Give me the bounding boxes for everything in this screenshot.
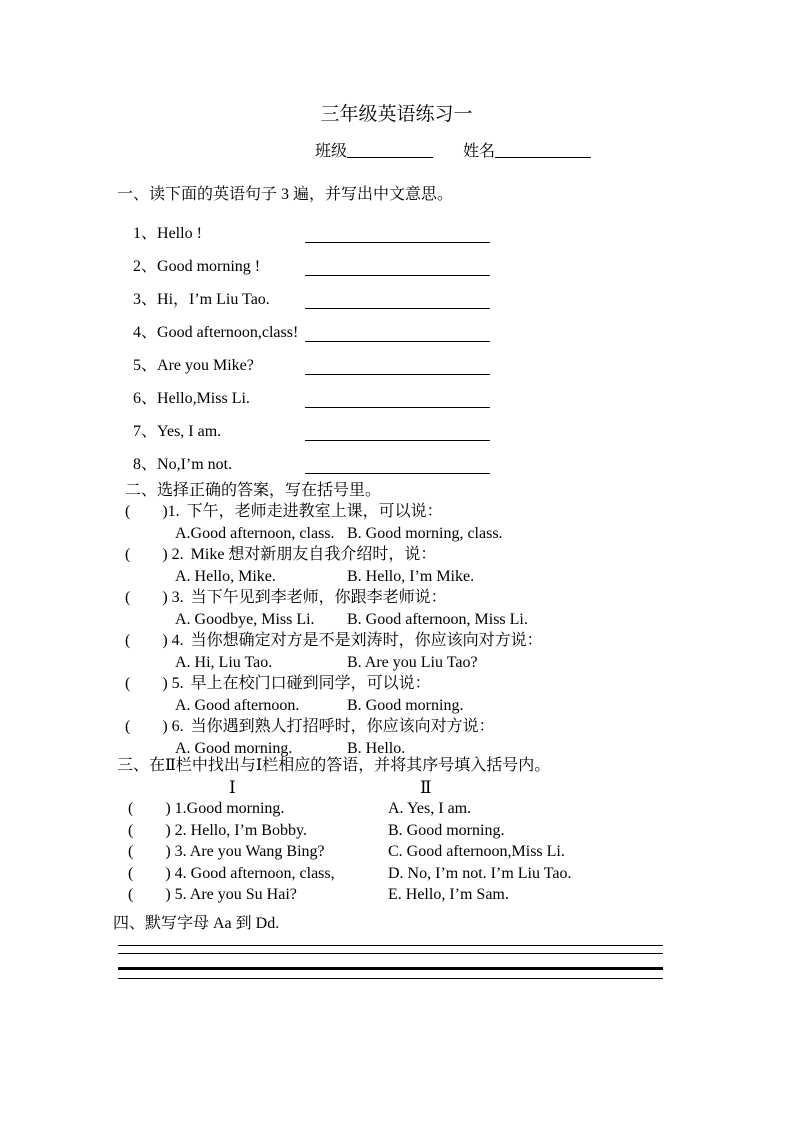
choice-question bbox=[0, 544, 793, 566]
item-text: Hi，I’m Liu Tao. bbox=[157, 290, 270, 308]
matching-right: D. No, I’m not. I’m Liu Tao. bbox=[388, 864, 572, 882]
question-stem: 早上在校门口碰到同学，可以说： bbox=[190, 675, 431, 692]
option-b: B. Good morning, class. bbox=[347, 524, 503, 542]
question-stem: Mike 想对新朋友自我介绍时，说： bbox=[190, 546, 437, 563]
sentence-item bbox=[0, 322, 793, 355]
staff-line bbox=[118, 945, 663, 946]
answer-blank-line bbox=[305, 341, 490, 342]
question-stem: 当你想确定对方是不是刘涛时，你应该向对方说： bbox=[190, 632, 543, 649]
section1-items bbox=[0, 223, 793, 487]
answer-blank-line bbox=[305, 242, 490, 243]
matching-right: B. Good morning. bbox=[388, 821, 505, 839]
class-blank bbox=[347, 142, 433, 158]
item-text: Hello,Miss Li. bbox=[157, 389, 250, 407]
option-b: B. Hello. bbox=[347, 739, 406, 757]
matching-row bbox=[0, 798, 793, 820]
sentence-item bbox=[0, 289, 793, 322]
matching-right: C. Good afternoon,Miss Li. bbox=[388, 843, 565, 860]
option-b: B. Good afternoon, Miss Li. bbox=[347, 610, 528, 628]
answer-bracket: ( ) 6. bbox=[125, 718, 184, 735]
matching-left: ( ) 2. Hello, I’m Bobby. bbox=[128, 821, 307, 839]
page-title: 三年级英语练习一 bbox=[320, 104, 473, 125]
name-label: 姓名 bbox=[463, 143, 496, 160]
answer-bracket: ( ) 4. bbox=[125, 632, 184, 649]
matching-row bbox=[0, 820, 793, 842]
matching-row bbox=[0, 841, 793, 863]
class-name-row bbox=[0, 141, 793, 163]
option-b: B. Are you Liu Tao? bbox=[347, 653, 478, 671]
option-a: A. Good morning. bbox=[175, 739, 293, 757]
choice-question bbox=[0, 587, 793, 609]
answer-blank-line bbox=[305, 374, 490, 375]
answer-blank-line bbox=[305, 275, 490, 276]
section2-heading: 二、选择正确的答案，写在括号里。 bbox=[125, 481, 382, 499]
item-text: Hello ! bbox=[157, 224, 202, 242]
matching-left: ( ) 3. Are you Wang Bing? bbox=[128, 843, 325, 860]
matching-right: E. Hello, I’m Sam. bbox=[388, 886, 509, 903]
item-number: 3、 bbox=[133, 290, 158, 308]
option-a: A.Good afternoon, class. bbox=[175, 524, 335, 542]
question-stem: 下午，老师走进教室上课，可以说： bbox=[186, 503, 443, 520]
name-blank bbox=[495, 142, 591, 158]
item-text: Good afternoon,class! bbox=[157, 323, 299, 341]
sentence-item bbox=[0, 421, 793, 454]
choice-options bbox=[0, 695, 793, 717]
section3-heading: 三、在Ⅱ栏中找出与Ⅰ栏相应的答语，并将其序号填入括号内。 bbox=[117, 757, 551, 774]
section3 bbox=[0, 755, 793, 906]
question-stem: 当你遇到熟人打招呼时，你应该向对方说： bbox=[190, 718, 495, 735]
answer-blank-line bbox=[305, 308, 490, 309]
sentence-item bbox=[0, 454, 793, 487]
item-text: Good morning ! bbox=[157, 257, 261, 275]
matching-left: ( ) 4. Good afternoon, class, bbox=[128, 864, 335, 882]
answer-blank-line bbox=[305, 473, 490, 474]
option-a: A. Goodbye, Miss Li. bbox=[175, 610, 315, 628]
item-number: 4、 bbox=[133, 323, 158, 341]
sentence-item bbox=[0, 223, 793, 256]
matching-column-headers bbox=[0, 777, 793, 799]
writing-staff bbox=[118, 945, 663, 981]
answer-bracket: ( ) 2. bbox=[125, 546, 184, 563]
choice-options bbox=[0, 566, 793, 588]
choice-question bbox=[0, 673, 793, 695]
answer-blank-line bbox=[305, 440, 490, 441]
option-a: A. Hi, Liu Tao. bbox=[175, 653, 273, 671]
choice-options bbox=[0, 652, 793, 674]
class-label: 班级 bbox=[315, 143, 348, 160]
section4-heading: 四、默写字母 Aa 到 Dd. bbox=[113, 914, 280, 932]
staff-line bbox=[118, 953, 663, 954]
choice-question bbox=[0, 716, 793, 738]
matching-left: ( ) 5. Are you Su Hai? bbox=[128, 886, 297, 903]
item-text: Are you Mike? bbox=[157, 356, 254, 374]
answer-bracket: ( ) 3. bbox=[125, 589, 184, 606]
sentence-item bbox=[0, 355, 793, 388]
column2-header: Ⅱ bbox=[420, 777, 432, 797]
option-b: B. Hello, I’m Mike. bbox=[347, 567, 475, 585]
staff-line-bold bbox=[118, 967, 663, 970]
item-number: 5、 bbox=[133, 356, 158, 374]
answer-bracket: ( ) 5. bbox=[125, 675, 184, 692]
staff-line bbox=[118, 978, 663, 979]
sentence-item bbox=[0, 388, 793, 421]
item-number: 8、 bbox=[133, 455, 158, 473]
section2 bbox=[0, 480, 793, 760]
column1-header: Ⅰ bbox=[229, 777, 236, 797]
item-text: Yes, I am. bbox=[157, 422, 222, 440]
question-stem: 当下午见到李老师，你跟李老师说： bbox=[190, 589, 447, 606]
sentence-item bbox=[0, 256, 793, 289]
item-number: 6、 bbox=[133, 389, 158, 407]
item-text: No,I’m not. bbox=[157, 455, 233, 473]
answer-bracket: ( )1. bbox=[125, 503, 180, 520]
choice-options bbox=[0, 609, 793, 631]
item-number: 2、 bbox=[133, 257, 158, 275]
item-number: 7、 bbox=[133, 422, 158, 440]
answer-blank-line bbox=[305, 407, 490, 408]
option-a: A. Good afternoon. bbox=[175, 696, 300, 714]
matching-left: ( ) 1.Good morning. bbox=[128, 800, 285, 817]
matching-row bbox=[0, 884, 793, 906]
choice-question bbox=[0, 501, 793, 523]
matching-right: A. Yes, I am. bbox=[388, 800, 472, 817]
choice-question bbox=[0, 630, 793, 652]
item-number: 1、 bbox=[133, 224, 158, 242]
option-b: B. Good morning. bbox=[347, 696, 464, 714]
section1-heading: 一、读下面的英语句子 3 遍，并写出中文意思。 bbox=[117, 186, 454, 203]
matching-row bbox=[0, 863, 793, 885]
choice-options bbox=[0, 523, 793, 545]
option-a: A. Hello, Mike. bbox=[175, 567, 276, 585]
